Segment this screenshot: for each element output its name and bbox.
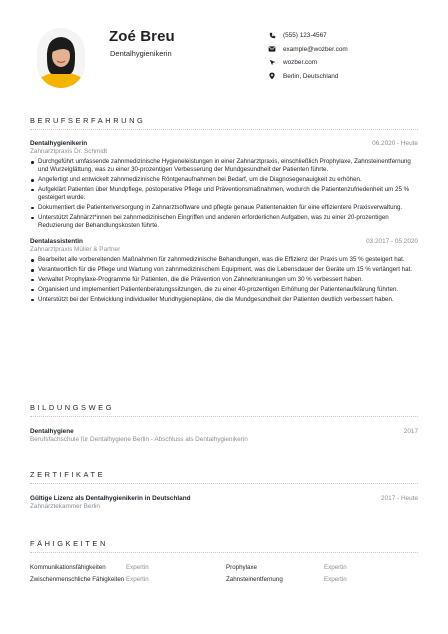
skill-level: Expertin (126, 576, 149, 583)
certificates-heading: ZERTIFIKATE (30, 470, 106, 479)
list-item: Durchgeführt umfassende zahnmedizinische Hygieneleistungen in einer Zahnarztpraxis, einschließlich Prophylaxe, Zahnsteinentfernung und Wurzelglättung, was zu einer 30-prozentigen Verbesserung der Mundgesundheit der Patienten führte. (30, 158, 418, 175)
list-item: Unterstützt Zahnärzt*innen bei zahnmedizinischen Eingriffen und anderen erforderlichen Aufgaben, was zu einer 20-prozentigen Reduzierung der Behandlungskosten führte. (30, 214, 418, 231)
skill-name: Zwischenmenschliche Fähigkeiten (30, 576, 125, 583)
education-degree: Dentalhygiene (30, 428, 74, 435)
list-item: Unterstützt bei der Entwicklung individueller Mundhygienepläne, die die Mundgesundheit der Patienten deutlich verbessert haben. (30, 296, 418, 304)
certificate-entry (30, 495, 418, 510)
job-date: 06.2020 - Heute (372, 140, 418, 147)
contact-email-text[interactable]: example@wozber.com (283, 45, 348, 53)
education-section (30, 403, 418, 443)
contact-location (268, 70, 348, 84)
skills-section (30, 539, 418, 584)
education-date: 2017 (403, 428, 418, 435)
location-pin-icon (268, 72, 276, 80)
contact-email (268, 43, 348, 57)
certificate-issuer: Zahnärztekammer Berlin (30, 503, 100, 510)
skill-level: Expertin (324, 576, 347, 583)
job-entry (30, 238, 418, 303)
skills-grid (30, 564, 418, 584)
job-company: Zahnarztpraxis Müller & Partner (30, 246, 121, 254)
job-role: Dentalhygienikerin (30, 140, 88, 147)
link-icon (268, 59, 276, 67)
profile-photo (37, 28, 85, 88)
section-divider (30, 416, 418, 417)
job-date: 03.2017 - 05.2020 (366, 238, 418, 246)
phone-icon (268, 32, 276, 40)
list-item: Verantwortlich für die Pflege und Wartung von zahnmedizinischem Equipment, was die Lebensdauer der Geräte um 15 % verlängert hat. (30, 266, 418, 274)
list-item: Bearbeitet alle vorbereitenden Maßnahmen für zahnmedizinische Behandlungen, was die Effizienz der Praxis um 35 % gesteigert hat. (30, 256, 418, 264)
section-divider (30, 552, 418, 553)
contact-website (268, 56, 348, 70)
skill-level: Expertin (126, 564, 149, 571)
contact-phone (268, 29, 348, 43)
list-item: Aufgeklärt Patienten über Mundpflege, postoperative Pflege und Präventionsmaßnahmen, wodurch die Patientenzufriedenheit um 25 % gesteigert wurde. (30, 186, 418, 203)
job-company: Zahnarztpraxis Dr. Schmidt (30, 148, 108, 155)
experience-section (30, 116, 418, 305)
candidate-title: Dentalhygienikerin (110, 49, 172, 58)
certificate-date: 2017 - Heute (381, 495, 418, 502)
education-heading: BILDUNGSWEG (30, 403, 115, 412)
section-divider (30, 129, 418, 130)
skills-heading: FÄHIGKEITEN (30, 539, 108, 548)
contact-website-text[interactable]: wozber.com (283, 59, 318, 67)
mail-icon (268, 45, 276, 53)
job-role: Dentalassistentin (30, 238, 83, 246)
education-school: Berufsfachschule für Dentalhygiene Berlin - Abschluss als Dentalhygienikerin (30, 436, 248, 443)
certificate-name: Gültige Lizenz als Dentalhygienikerin in Deutschland (30, 495, 191, 502)
skill-level: Expertin (324, 564, 347, 571)
contact-phone-text: (555) 123-4567 (283, 32, 327, 40)
job-bullets (30, 158, 418, 230)
list-item: Angefertigt und entwickelt zahnmedizinische Röntgenaufnahmen bei Bedarf, um die Diagnosegenauigkeit zu erhöhen. (30, 176, 418, 184)
skill-name: Kommunikationsfähigkeiten (30, 564, 106, 571)
list-item: Dokumentiert die Patientenversorgung in Zahnarztsoftware und pflegte genaue Patientenakten für eine effizientere Praxisverwaltung. (30, 204, 418, 212)
skill-name: Zahnsteinentfernung (226, 576, 283, 583)
skill-name: Prophylaxe (226, 564, 257, 571)
list-item: Organisiert und implementiert Patientenberatungssitzungen, die zu einer 40-prozentigen Erhöhung der Patientenaufklärung führten. (30, 286, 418, 294)
contact-list (268, 29, 348, 83)
education-entry (30, 428, 418, 443)
contact-location-text: Berlin, Deutschland (283, 72, 339, 80)
section-divider (30, 483, 418, 484)
certificates-section (30, 470, 418, 510)
job-entry (30, 140, 418, 230)
job-bullets (30, 256, 418, 303)
list-item: Verwaltet Prophylaxe-Programme für Patienten, die die Prävention von Zahnerkrankungen um 30 % verbessert haben. (30, 276, 418, 284)
resume-header (0, 0, 448, 100)
candidate-name: Zoé Breu (109, 28, 175, 45)
experience-heading: BERUFSERFAHRUNG (30, 116, 146, 125)
